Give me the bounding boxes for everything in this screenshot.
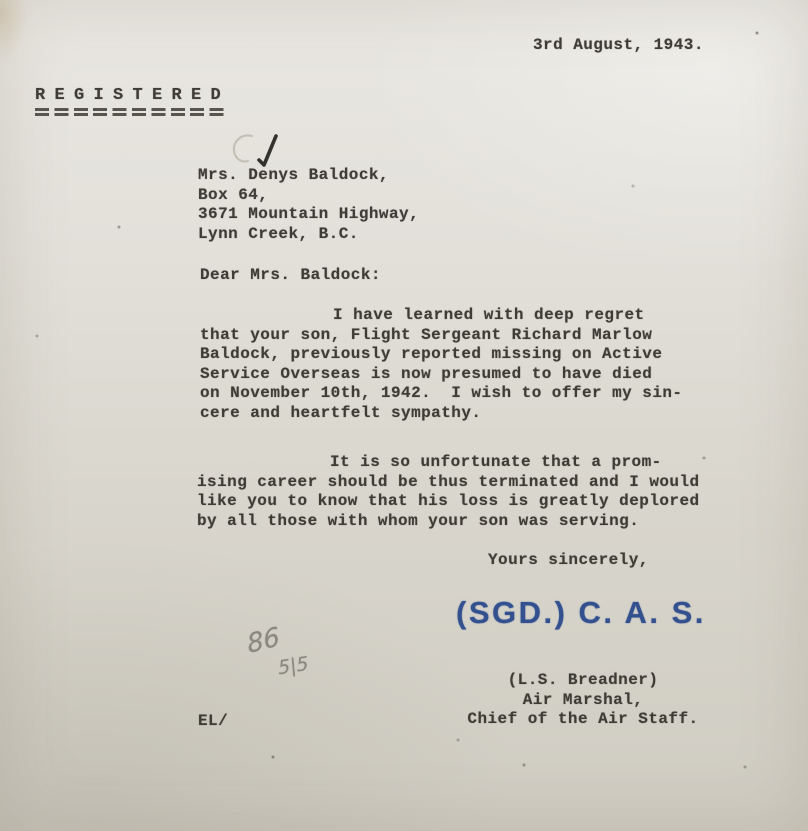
paragraph-line: cere and heartfelt sympathy. — [200, 403, 482, 422]
address-line: Lynn Creek, B.C. — [198, 224, 359, 243]
body-paragraph-2 — [197, 453, 700, 531]
signatory-rank: Air Marshal, — [522, 690, 644, 709]
paragraph-line: Service Overseas is now presumed to have died — [200, 364, 653, 383]
registered-label: REGISTERED — [35, 86, 231, 105]
handwritten-number-bottom: 5|5 — [277, 652, 310, 680]
paragraph-line: like you to know that his loss is greatly deplored — [197, 492, 700, 510]
signature-stamp: (SGD.) C. A. S. — [456, 595, 706, 630]
paragraph-line: that your son, Flight Sergeant Richard Marlow — [200, 325, 653, 344]
address-line: Mrs. Denys Baldock, — [198, 166, 389, 184]
signatory-title: Chief of the Air Staff. — [467, 710, 699, 728]
registered-stamp — [35, 86, 230, 106]
paragraph-line: It is so unfortunate that a prom- — [330, 453, 662, 471]
paragraph-line: on November 10th, 1942. I wish to offer my sin- — [200, 384, 683, 402]
registered-underline — [35, 113, 228, 116]
paragraph-line: I have learned with deep regret — [333, 306, 645, 324]
salutation: Dear Mrs. Baldock: — [200, 266, 381, 284]
registered-underline — [35, 108, 228, 111]
address-line: 3671 Mountain Highway, — [198, 205, 420, 223]
paragraph-line: by all those with whom your son was serving. — [197, 511, 640, 530]
body-paragraph-1 — [200, 306, 682, 423]
signatory-name: (L.S. Breadner) — [507, 671, 659, 689]
recipient-address — [198, 166, 419, 244]
signatory-block — [428, 671, 738, 730]
paragraph-line: ising career should be thus terminated and I would — [197, 472, 700, 491]
paragraph-line: Baldock, previously reported missing on Active — [200, 345, 663, 363]
date-line: 3rd August, 1943. — [533, 36, 704, 54]
checkmark-annotation-icon — [222, 124, 286, 172]
closing-line: Yours sincerely, — [488, 551, 649, 569]
handwritten-number-top: 86 — [245, 622, 282, 660]
address-line: Box 64, — [198, 185, 269, 204]
typist-initials: EL/ — [198, 712, 229, 730]
